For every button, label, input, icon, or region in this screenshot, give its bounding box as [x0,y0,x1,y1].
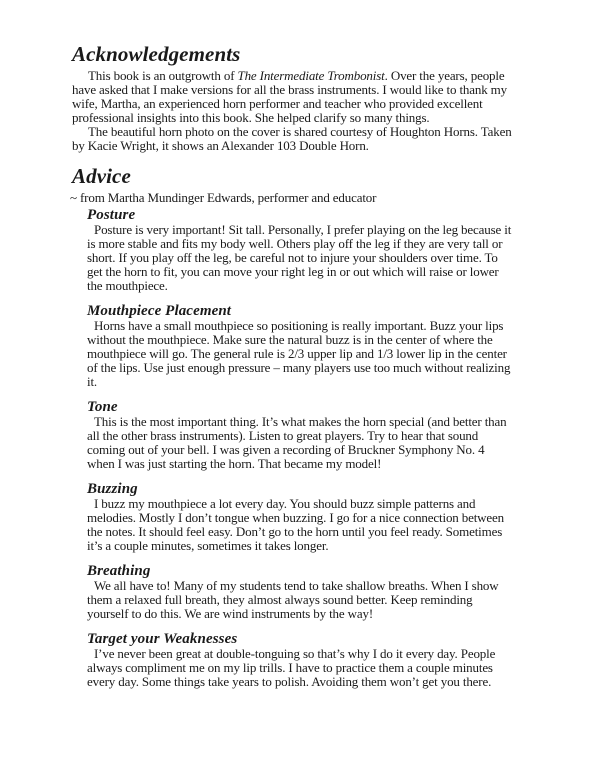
buzzing-heading: Buzzing [87,481,138,497]
breathing-heading: Breathing [87,563,151,579]
subsection-tone [87,399,530,471]
mouthpiece-placement-heading: Mouthpiece Placement [87,303,232,319]
subsection-posture [87,207,530,293]
target-your-weaknesses-heading: Target your Weaknesses [87,631,238,647]
mouthpiece-placement-paragraph: Horns have a small mouthpiece so positioning is really important. Buzz your lips without the mouthpiece. Make sure the natural buzz is in the center of where the mouthpiece will go. The general rule is 2/3 upper lip and 1/3 lower lip in the center of the lips. Use just enough pressure – many players use too much without realizing it. [87,318,511,389]
text-run-after-title: . Over the years, people have asked that I make versions for all the brass instruments. I would like to thank my wife, Martha, an experienced horn performer and teacher who provided excellent professional insights into this book. She helped clarify so many things. [72,68,507,125]
breathing-paragraph: We all have to! Many of my students tend to take shallow breaths. When I show them a relaxed full breath, they almost always sound better. Keep reminding yourself to do this. We are wind instruments by the way! [87,578,499,621]
section-acknowledgements [72,43,530,153]
subsection-target-your-weaknesses [87,631,530,689]
section-advice [72,165,530,689]
target-your-weaknesses-paragraph: I’ve never been great at double-tonguing so that’s why I do it every day. People always compliment me on my lip trills. I have to practice them a couple minutes every day. Some things take years to polish. Avoiding them won’t get you there. [87,646,496,689]
tone-heading: Tone [87,399,118,415]
text-run-before-title: This book is an outgrowth of [88,68,238,83]
buzzing-paragraph: I buzz my mouthpiece a lot every day. You should buzz simple patterns and melodies. Mostly I don’t tongue when buzzing. I go for a nice connection between the notes. It should feel easy. Don’t go to the horn until you feel ready. Sometimes it’s a couple minutes, sometimes it takes longer. [87,496,505,553]
acknowledgements-paragraph-1 [72,69,516,125]
subsection-breathing [87,563,530,621]
posture-paragraph: Posture is very important! Sit tall. Personally, I prefer playing on the leg because it is more stable and fits my body well. Others play off the leg if they are very tall or short. If you play off the leg, be careful not to injure your shoulders over time. To get the horn to fit, you can move your right leg in or out which will raise or lower the mouthpiece. [87,222,512,293]
posture-heading: Posture [87,207,136,223]
book-title-italic: The Intermediate Trombonist [237,68,385,83]
acknowledgements-paragraph-2: The beautiful horn photo on the cover is shared courtesy of Houghton Horns. Taken by Kacie Wright, it shows an Alexander 103 Double Horn. [72,124,512,153]
advice-byline: ~ from Martha Mundinger Edwards, performer and educator [70,190,377,205]
advice-heading: Advice [72,164,131,188]
tone-paragraph: This is the most important thing. It’s what makes the horn special (and better than all the other brass instruments). Listen to great players. Try to hear that sound coming out of your bell. I was given a recording of Bruckner Symphony No. 4 when I was just starting the horn. That became my model! [87,414,507,471]
acknowledgements-heading: Acknowledgements [72,42,241,66]
subsection-mouthpiece-placement [87,303,530,389]
subsection-buzzing [87,481,530,553]
